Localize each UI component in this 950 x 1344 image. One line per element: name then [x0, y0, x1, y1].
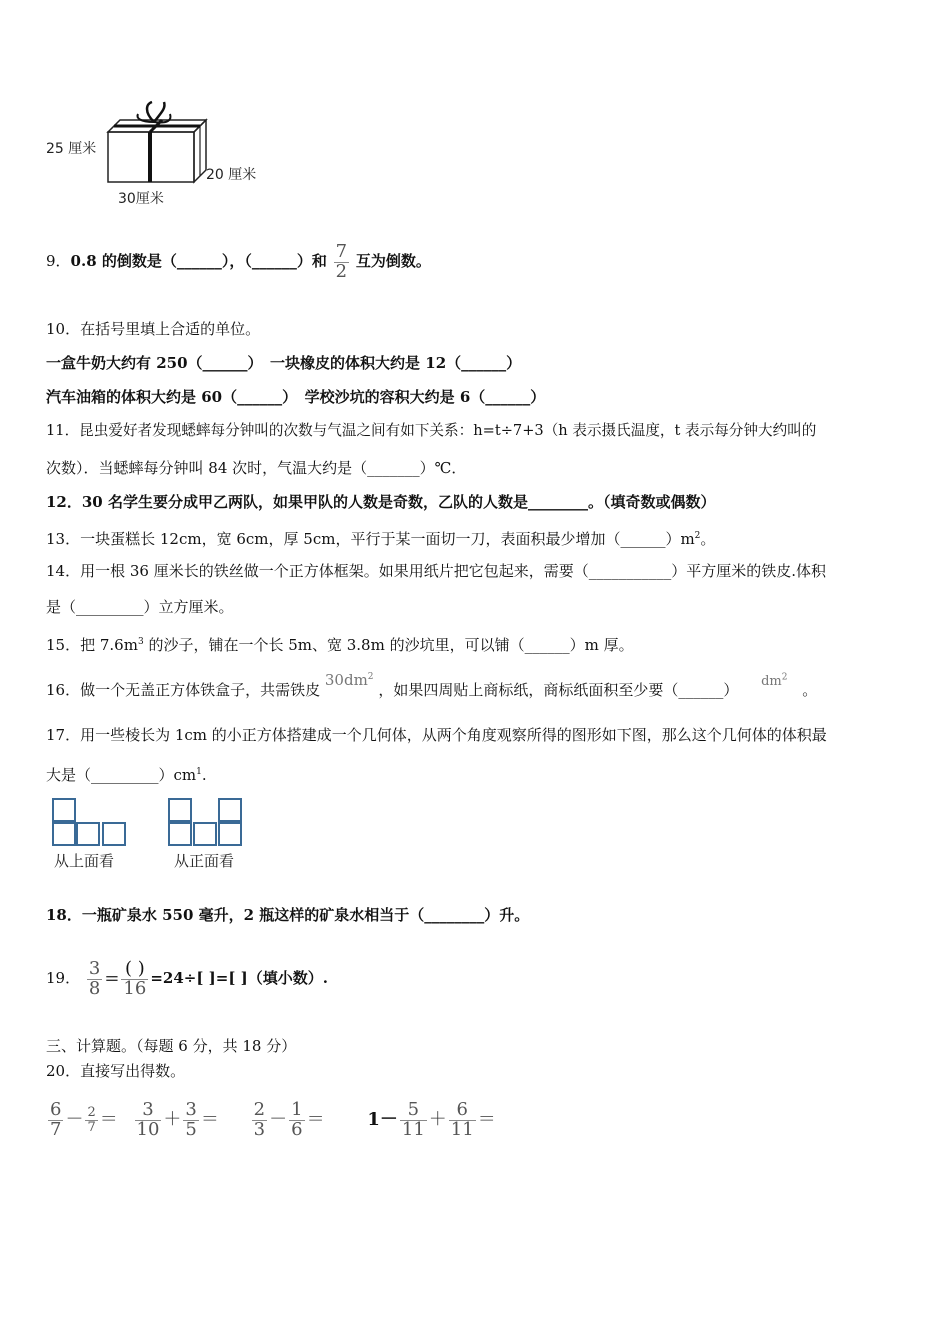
expr-4-lead: 1－ [367, 1109, 398, 1130]
question-14-line-1: 14．用一根 36 厘米长的铁丝做一个正方体框架。如果用纸片把它包起来，需要（___________）平方厘米的铁皮.体积 [46, 562, 826, 580]
top-view-cell [52, 822, 76, 846]
question-15 [46, 631, 634, 656]
question-17-line-2 [46, 761, 207, 786]
front-view-cell [168, 798, 192, 822]
expr-4-a-num: 5 [407, 1098, 420, 1120]
expr-2-b-num: 3 [185, 1098, 197, 1120]
question-18 [46, 904, 529, 926]
expr-2-frac-a [135, 1098, 162, 1140]
expr-4-eq: ＝ [477, 1109, 496, 1130]
q16-text-3: 。 [802, 681, 818, 699]
expr-1-frac-b [85, 1106, 97, 1134]
question-11-line-2: 次数）．当蟋蟀每分钟叫 84 次时，气温大约是（_______）℃． [46, 459, 467, 477]
q19-number: 19． [46, 969, 81, 987]
q13-sup: 2 [694, 531, 701, 541]
q16-unit-2-text: dm [761, 674, 782, 689]
expr-3-op: － [269, 1109, 288, 1130]
question-13 [46, 525, 715, 550]
q16-unit-2 [761, 674, 787, 689]
front-view-cell [218, 822, 242, 846]
expr-4-frac-a [400, 1098, 427, 1140]
section-3-heading: 三、计算题。（每题 6 分，共 18 分） [46, 1037, 297, 1055]
q17-sup: 1 [196, 767, 202, 777]
expr-1 [46, 1092, 118, 1147]
expr-1-frac-a [48, 1098, 63, 1140]
q9-number: 9． [46, 252, 71, 270]
q19-equals: = [104, 968, 120, 989]
expr-2-frac-b [183, 1098, 198, 1140]
q19-f1-num: 3 [88, 957, 101, 979]
question-20-expressions [46, 1092, 496, 1147]
question-9 [46, 232, 431, 290]
box-depth-label: 20 厘米 [206, 167, 257, 183]
q16-text-2: ，如果四周贴上商标纸，商标纸面积至少要（______） [378, 681, 739, 699]
q18-text: 18．一瓶矿泉水 550 毫升，2 瓶这样的矿泉水相当于（________）升。 [46, 906, 530, 924]
expr-2 [133, 1092, 219, 1147]
expr-1-a-num: 6 [50, 1098, 62, 1120]
q16-unit-1 [325, 671, 374, 689]
question-19 [46, 950, 328, 1007]
q19-fraction-2 [121, 957, 148, 999]
q9-frac-den: 2 [335, 260, 348, 282]
q19-rest: =24÷[ ]=[ ]（填小数）. [150, 969, 328, 987]
expr-3-a-den: 3 [253, 1118, 266, 1140]
box-height-label: 25 厘米 [46, 141, 97, 157]
q9-text-2: 互为倒数。 [355, 252, 431, 270]
q13-tail: 。 [700, 530, 716, 548]
expr-4-frac-b [449, 1098, 476, 1140]
q19-f2-num: ( ) [124, 957, 145, 979]
question-14-line-2: 是（_________）立方厘米。 [46, 598, 234, 616]
expr-3-frac-b [289, 1098, 304, 1140]
top-view-cell [52, 798, 76, 822]
expr-4-op: ＋ [428, 1109, 447, 1130]
question-12: 12．30 名学生要分成甲乙两队，如果甲队的人数是奇数，乙队的人数是________。（填奇数或偶数） [46, 493, 716, 511]
expr-3-a-num: 2 [253, 1098, 266, 1120]
top-view-label: 从上面看 [54, 852, 115, 870]
expr-2-eq: ＝ [200, 1109, 219, 1130]
box-length-label: 30厘米 [118, 191, 164, 207]
question-10-title: 10．在括号里填上合适的单位。 [46, 320, 261, 338]
q16-unit-1-text: 30dm [324, 671, 368, 689]
question-20-title: 20．直接写出得数。 [46, 1062, 186, 1080]
expr-3-eq: ＝ [306, 1109, 325, 1130]
expr-1-a-den: 7 [50, 1118, 62, 1140]
q16-text-1: 16．做一个无盖正方体铁盒子，共需铁皮 [46, 681, 321, 699]
expr-2-op: ＋ [163, 1109, 182, 1130]
q15-text-2: 的沙子，铺在一个长 5m、宽 3.8m 的沙坑里，可以铺（______）m 厚。 [143, 636, 634, 654]
question-17-line-1: 17．用一些棱长为 1cm 的小正方体搭建成一个几何体，从两个角度观察所得的图形如下图，那么这个几何体的体积最 [46, 726, 827, 744]
q15-sup: 3 [137, 637, 144, 647]
front-view-label: 从正面看 [174, 852, 235, 870]
expr-4-b-den: 11 [450, 1118, 474, 1140]
views-figure [52, 798, 252, 870]
q9-text-1: 0.8 的倒数是（______），（______）和 [70, 252, 327, 270]
expr-3-frac-a [252, 1098, 267, 1140]
expr-3-b-den: 6 [291, 1118, 303, 1140]
q17-tail: . [201, 766, 207, 784]
q9-frac-num: 7 [335, 240, 348, 262]
front-view-cell [168, 822, 192, 846]
expr-4 [367, 1092, 495, 1147]
q19-fraction-1 [87, 957, 102, 999]
expr-1-b-num: 2 [87, 1104, 96, 1120]
front-view-cell [218, 798, 242, 822]
question-11-line-1: 11．昆虫爱好者发现蟋蟀每分钟叫的次数与气温之间有如下关系：h=t÷7+3（h 表示摄氏温度，t 表示每分钟大约叫的 [46, 422, 817, 439]
q15-text-1: 15．把 7.6m [46, 636, 138, 654]
expr-1-b-den: 7 [87, 1119, 96, 1135]
q16-unit-2-sup: 2 [781, 672, 788, 683]
question-10-line-2: 汽车油箱的体积大约是 60（______） 学校沙坑的容积大约是 6（______） [46, 388, 546, 406]
front-view-cell [193, 822, 217, 846]
q13-text: 13．一块蛋糕长 12cm，宽 6cm，厚 5cm，平行于某一面切一刀，表面积最少增加（______）m [46, 530, 695, 548]
question-16 [46, 668, 817, 711]
expr-4-a-den: 11 [401, 1118, 425, 1140]
expr-3 [250, 1092, 325, 1147]
box-figure [44, 98, 274, 210]
question-10-line-1: 一盒牛奶大约有 250（______） 一块橡皮的体积大约是 12（______） [46, 354, 522, 372]
q17-text: 大是（_________）cm [46, 766, 197, 784]
q19-f1-den: 8 [88, 977, 101, 999]
expr-3-b-num: 1 [291, 1098, 303, 1120]
expr-2-a-num: 3 [142, 1098, 154, 1120]
q19-f2-den: 16 [123, 977, 147, 999]
q9-fraction [334, 240, 349, 282]
expr-1-eq: ＝ [99, 1109, 118, 1130]
top-view-cell [102, 822, 126, 846]
expr-2-b-den: 5 [185, 1118, 197, 1140]
expr-2-a-den: 10 [136, 1118, 160, 1140]
expr-1-op: － [65, 1109, 84, 1130]
q16-unit-1-sup: 2 [367, 672, 374, 682]
expr-4-b-num: 6 [456, 1098, 468, 1120]
top-view-cell [76, 822, 100, 846]
